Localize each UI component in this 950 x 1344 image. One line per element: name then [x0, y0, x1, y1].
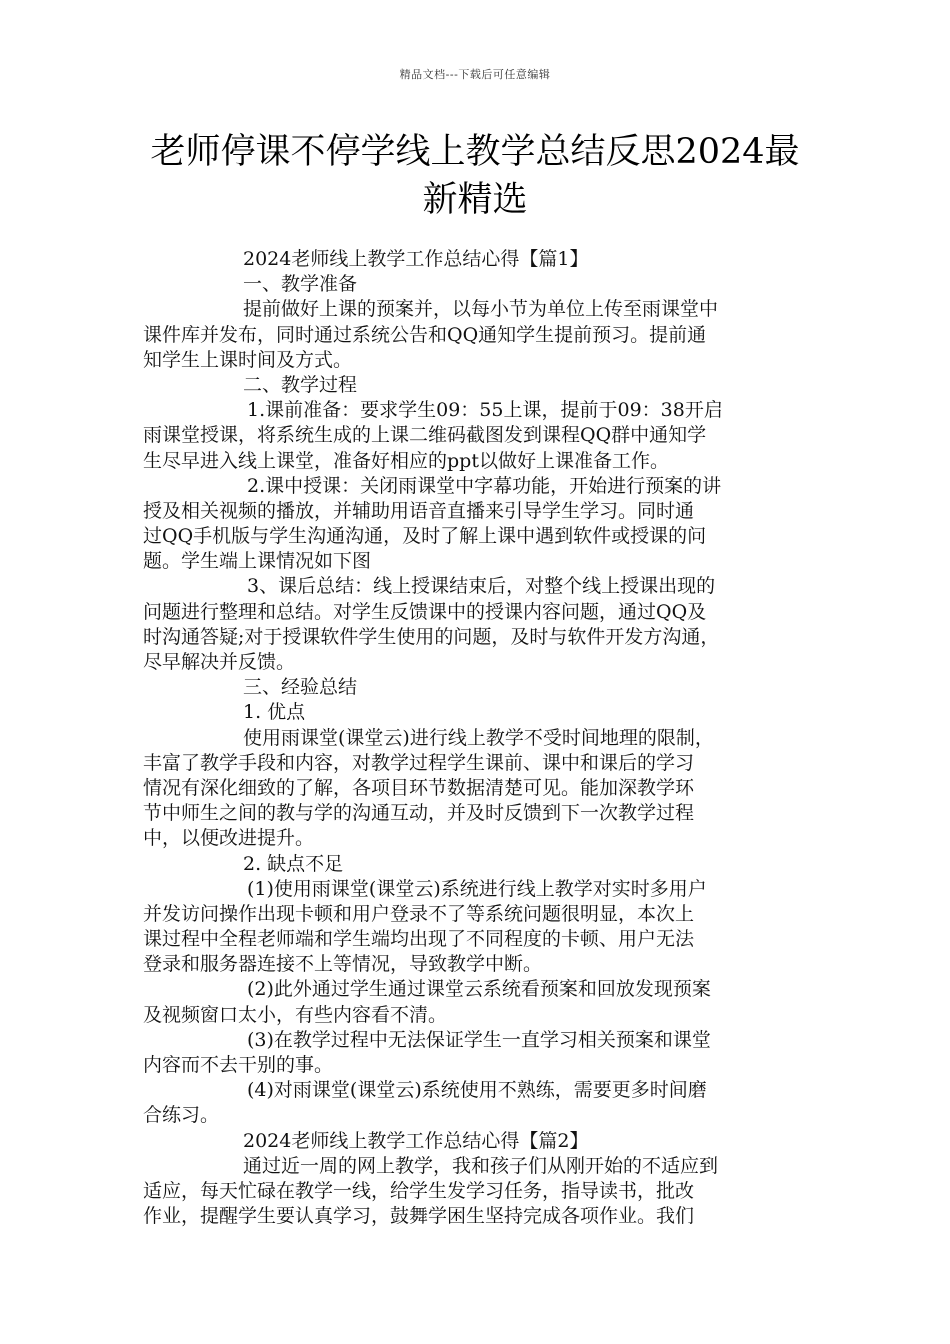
document-body	[143, 247, 811, 1229]
section-heading-line: 二、教学过程	[243, 373, 358, 396]
paragraph-line: 节中师生之间的教与学的沟通互动，并及时反馈到下一次教学过程	[143, 802, 695, 825]
paragraph-line: (4)对雨课堂(课堂云)系统使用不熟练，需要更多时间磨	[247, 1079, 707, 1102]
paragraph-line: 1.课前准备：要求学生09：55上课，提前于09：38开启	[247, 399, 723, 422]
document-title	[120, 128, 830, 224]
paragraph-line: 丰富了教学手段和内容，对教学过程学生课前、课中和课后的学习	[143, 751, 695, 774]
section-heading-line: 2024老师线上教学工作总结心得【篇1】	[243, 248, 589, 270]
paragraph-line: 内容而不去干别的事。	[143, 1054, 334, 1076]
paragraph-line: 时沟通答疑;对于授课软件学生使用的问题，及时与软件开发方沟通，	[143, 625, 720, 648]
paragraph-line: 生尽早进入线上课堂，准备好相应的ppt以做好上课准备工作。	[143, 449, 669, 472]
paragraph-line: 并发访问操作出现卡顿和用户登录不了等系统问题很明显，本次上	[143, 902, 695, 925]
paragraph-line: (2)此外通过学生通过课堂云系统看预案和回放发现预案	[247, 978, 711, 1001]
title-line: 老师停课不停学线上教学总结反思2024最	[150, 132, 800, 172]
paragraph-line: 问题进行整理和总结。对学生反馈课中的授课内容问题，通过QQ及	[143, 600, 707, 623]
paragraph-line: 提前做好上课的预案并，以每小节为单位上传至雨课堂中	[243, 298, 719, 321]
paragraph-line: 作业，提醒学生要认真学习，鼓舞学困生坚持完成各项作业。我们	[143, 1205, 695, 1228]
paragraph-line: 合练习。	[143, 1104, 220, 1127]
paragraph-line: 尽早解决并反馈。	[143, 651, 296, 673]
paragraph-line: (3)在教学过程中无法保证学生一直学习相关预案和课堂	[247, 1028, 711, 1051]
section-heading-line: 一、教学准备	[243, 273, 358, 296]
paragraph-line: 通过近一周的网上教学，我和孩子们从刚开始的不适应到	[243, 1154, 719, 1177]
paragraph-line: 雨课堂授课，将系统生成的上课二维码截图发到课程QQ群中通知学	[143, 424, 707, 447]
section-heading-line: 2. 缺点不足	[243, 852, 344, 875]
paragraph-line: 使用雨课堂(课堂云)进行线上教学不受时间地理的限制，	[243, 726, 714, 749]
paragraph-line: 过QQ手机版与学生沟通沟通，及时了解上课中遇到软件或授课的问	[143, 525, 707, 548]
paragraph-line: 情况有深化细致的了解，各项目环节数据清楚可见。能加深教学环	[143, 776, 695, 799]
section-heading-line: 三、经验总结	[243, 676, 358, 699]
section-heading-line: 1. 优点	[243, 701, 306, 724]
paragraph-line: 3、课后总结：线上授课结束后，对整个线上授课出现的	[247, 575, 716, 598]
paragraph-line: 中，以便改进提升。	[143, 827, 315, 850]
paragraph-line: 授及相关视频的播放，并辅助用语音直播来引导学生学习。同时通	[143, 499, 695, 522]
paragraph-line: 知学生上课时间及方式。	[143, 348, 353, 371]
paragraph-line: (1)使用雨课堂(课堂云)系统进行线上教学对实时多用户	[247, 877, 707, 900]
paragraph-line: 登录和服务器连接不上等情况，导致教学中断。	[143, 953, 543, 976]
paragraph-line: 课件库并发布，同时通过系统公告和QQ通知学生提前预习。提前通	[143, 323, 707, 346]
page-header-note: 精品文档---下载后可任意编辑	[399, 68, 551, 81]
section-heading-line: 2024老师线上教学工作总结心得【篇2】	[243, 1129, 589, 1152]
paragraph-line: 2.课中授课：关闭雨课堂中字幕功能，开始进行预案的讲	[247, 474, 722, 497]
paragraph-line: 及视频窗口太小，有些内容看不清。	[143, 1003, 448, 1026]
paragraph-line: 题。学生端上课情况如下图	[143, 550, 372, 573]
paragraph-line: 适应，每天忙碌在教学一线，给学生发学习任务，指导读书，批改	[143, 1179, 695, 1202]
title-line: 新精选	[422, 180, 528, 220]
paragraph-line: 课过程中全程老师端和学生端均出现了不同程度的卡顿、用户无法	[143, 928, 695, 951]
